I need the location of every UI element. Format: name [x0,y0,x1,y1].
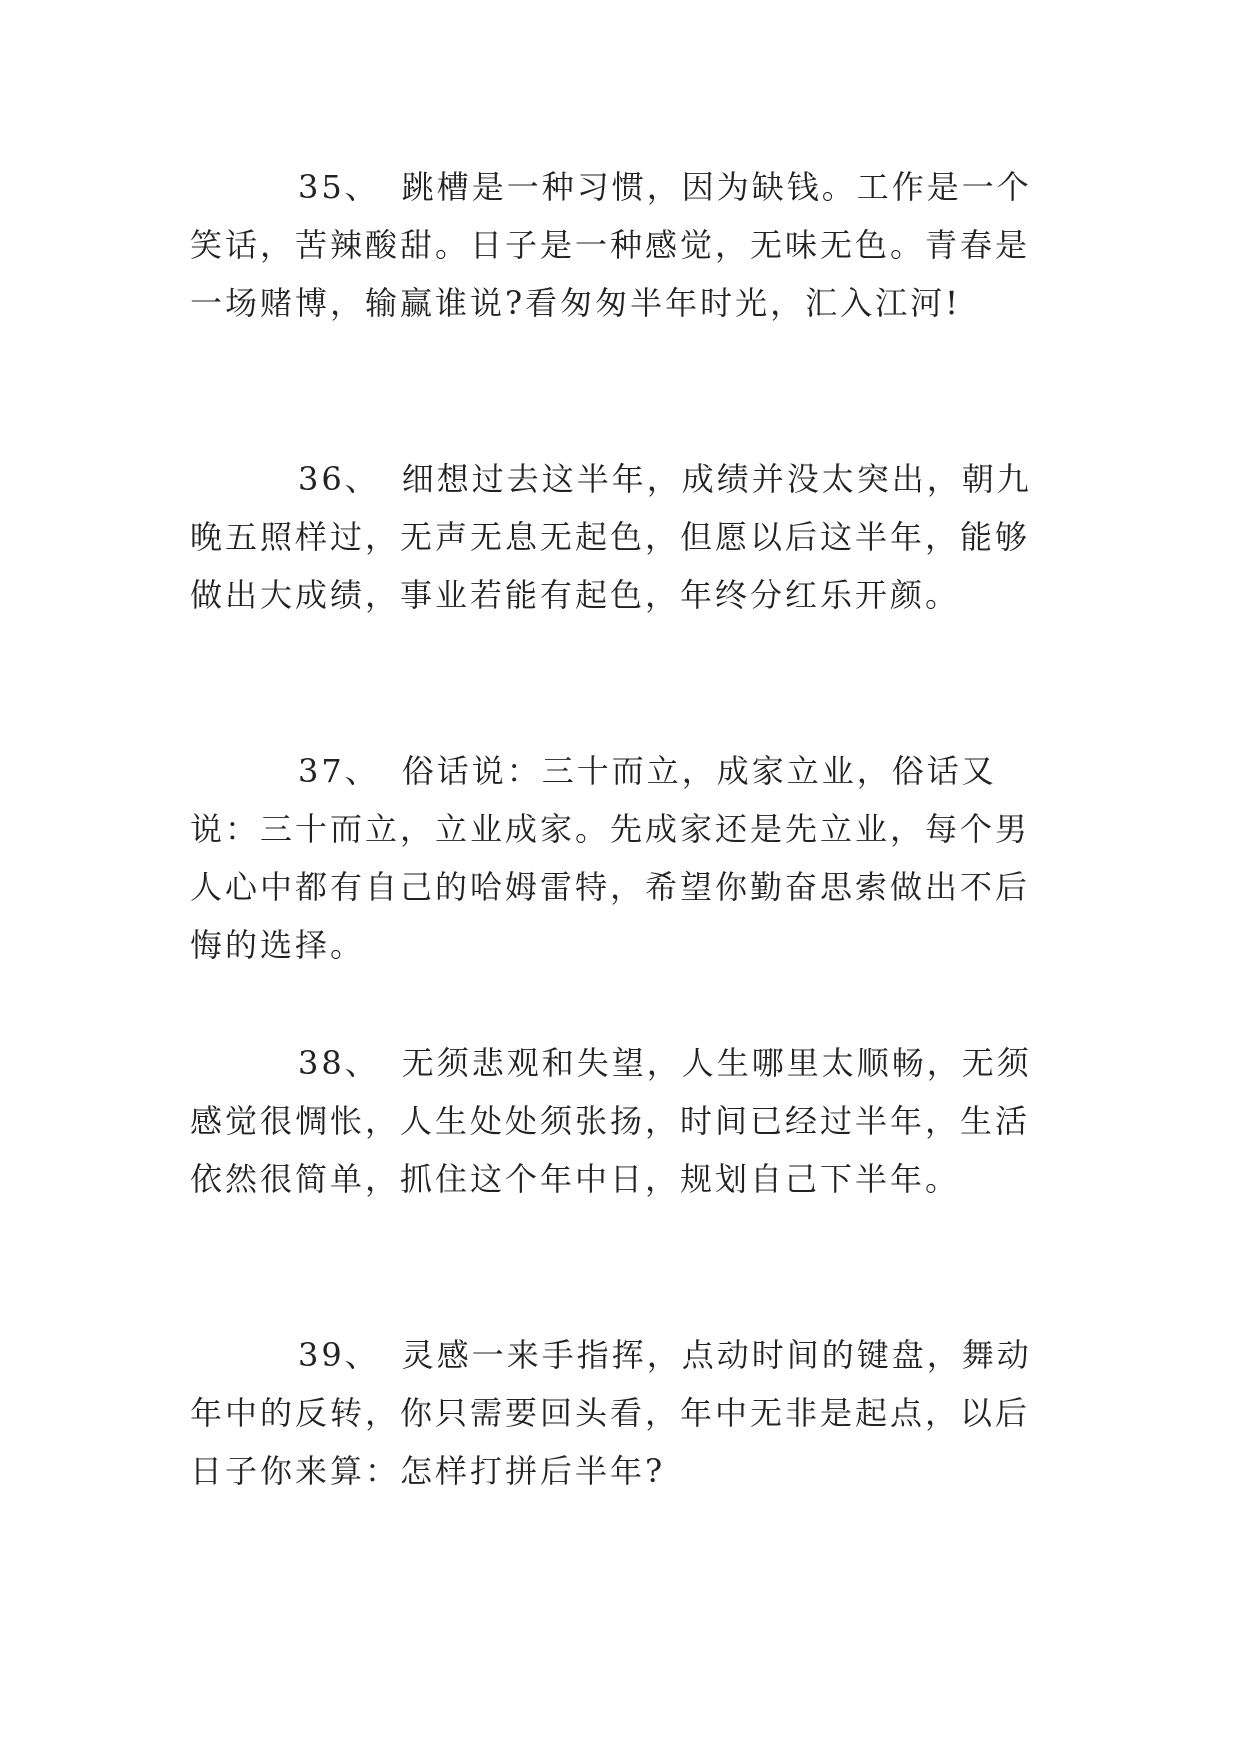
item-text: 灵感一来手指挥，点动时间的键盘，舞动年中的反转，你只需要回头看，年中无非是起点，以后日子你来算：怎样打拼后半年? [190,1336,1032,1490]
list-item [190,158,1060,332]
item-number: 36、 [298,460,380,498]
list-item [190,1034,1060,1208]
item-text: 无须悲观和失望，人生哪里太顺畅，无须感觉很惆怅，人生处处须张扬，时间已经过半年，生活依然很简单，抓住这个年中日，规划自己下半年。 [190,1044,1032,1198]
item-number: 35、 [298,168,380,206]
item-text: 跳槽是一种习惯，因为缺钱。工作是一个笑话，苦辣酸甜。日子是一种感觉，无味无色。青春是一场赌博，输赢谁说?看匆匆半年时光，汇入江河! [190,168,1032,322]
list-item [190,450,1060,624]
item-text: 细想过去这半年，成绩并没太突出，朝九晚五照样过，无声无息无起色，但愿以后这半年，能够做出大成绩，事业若能有起色，年终分红乐开颜。 [190,460,1032,614]
list-item [190,1326,1060,1500]
list-item [190,742,1060,974]
item-number: 38、 [298,1044,380,1082]
item-text: 俗话说：三十而立，成家立业，俗话又说：三十而立，立业成家。先成家还是先立业，每个男人心中都有自己的哈姆雷特，希望你勤奋思索做出不后悔的选择。 [190,752,1031,964]
item-number: 39、 [298,1336,380,1374]
item-number: 37、 [298,752,380,790]
